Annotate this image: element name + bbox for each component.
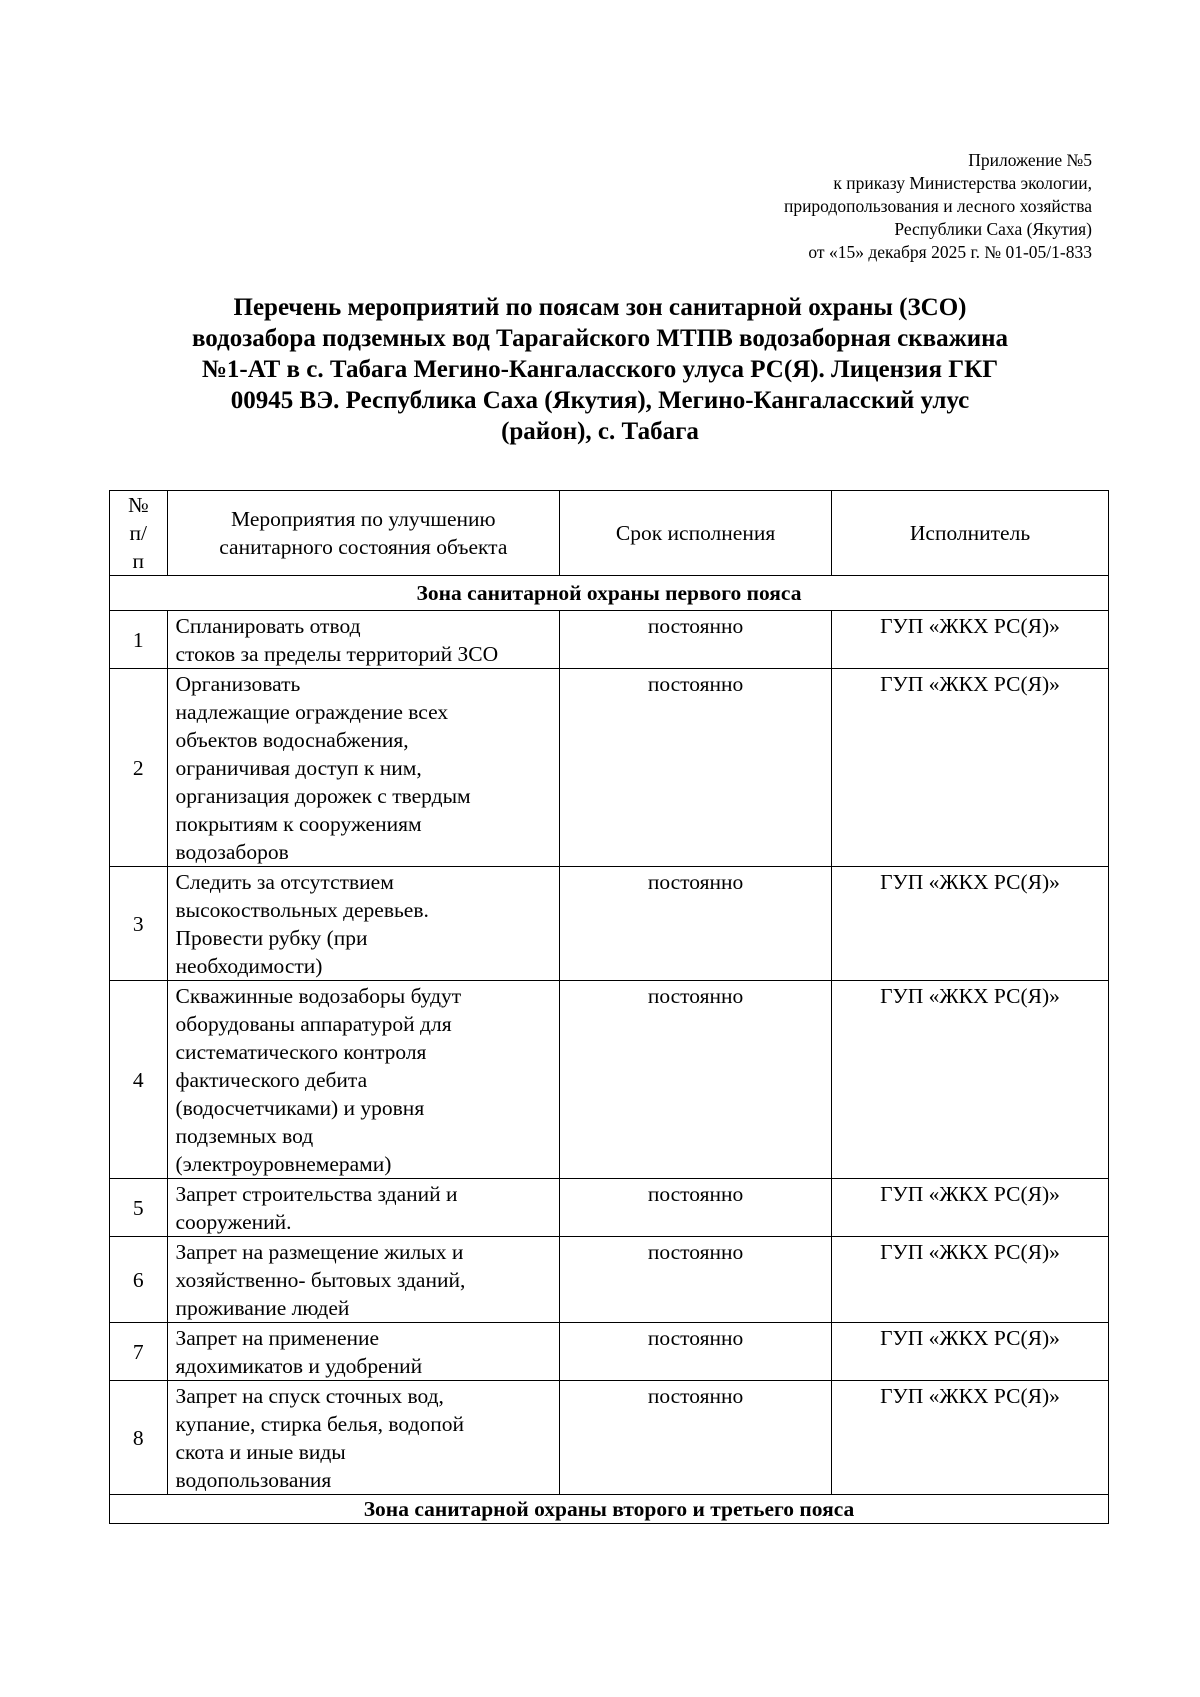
action-line: Скважинные водозаборы будут — [175, 984, 462, 1008]
action-line: водопользования — [175, 1468, 332, 1492]
action-line: купание, стирка белья, водопой — [175, 1412, 464, 1436]
row-number: 2 — [110, 669, 168, 867]
table-row — [110, 1179, 1109, 1237]
action-line: необходимости) — [175, 954, 323, 978]
row-term: постоянно — [560, 1179, 832, 1237]
action-line: Запрет на размещение жилых и — [175, 1240, 464, 1264]
table-header-row — [110, 491, 1109, 576]
row-number: 1 — [110, 611, 168, 669]
row-number: 6 — [110, 1237, 168, 1323]
row-number: 3 — [110, 867, 168, 981]
row-term: постоянно — [560, 867, 832, 981]
action-line: ядохимикатов и удобрений — [175, 1354, 423, 1378]
appendix-block — [784, 149, 1092, 264]
header-action: Мероприятия по улучшению санитарного состояния объекта — [167, 491, 560, 576]
action-line: Запрет на применение — [175, 1326, 380, 1350]
row-executor: ГУП «ЖКХ РС(Я)» — [832, 1179, 1109, 1237]
zone-label-second-third: Зона санитарной охраны второго и третьего пояса — [110, 1495, 1109, 1524]
row-action — [167, 1237, 560, 1323]
action-line: Провести рубку (при — [175, 926, 368, 950]
row-executor: ГУП «ЖКХ РС(Я)» — [832, 981, 1109, 1179]
action-line: оборудованы аппаратурой для — [175, 1012, 452, 1036]
row-term: постоянно — [560, 1381, 832, 1495]
title-line: (район), с. Табага — [501, 418, 699, 445]
action-line: водозаборов — [175, 840, 289, 864]
action-line: ограничивая доступ к ним, — [175, 756, 422, 780]
row-number: 8 — [110, 1381, 168, 1495]
action-line: высокоствольных деревьев. — [175, 898, 429, 922]
action-line: Запрет строительства зданий и — [175, 1182, 458, 1206]
row-number: 5 — [110, 1179, 168, 1237]
title-line: Перечень мероприятий по поясам зон санитарной охраны (ЗСО) — [233, 294, 967, 321]
row-executor: ГУП «ЖКХ РС(Я)» — [832, 867, 1109, 981]
row-number: 7 — [110, 1323, 168, 1381]
action-line: скота и иные виды — [175, 1440, 346, 1464]
row-term: постоянно — [560, 1237, 832, 1323]
appendix-line: Республики Саха (Якутия) — [894, 219, 1092, 239]
title-line: водозабора подземных вод Тарагайского МТПВ водозаборная скважина — [191, 325, 1009, 352]
title-line: 00945 ВЭ. Республика Саха (Якутия), Мегино-Кангаласский улус — [230, 387, 970, 414]
document-title — [100, 292, 1100, 447]
header-term: Срок исполнения — [560, 491, 832, 576]
row-action — [167, 611, 560, 669]
row-executor: ГУП «ЖКХ РС(Я)» — [832, 1381, 1109, 1495]
action-line: Спланировать отвод — [175, 614, 361, 638]
action-line: Следить за отсутствием — [175, 870, 394, 894]
title-line: №1-АТ в с. Табага Мегино-Кангаласского улуса РС(Я). Лицензия ГКГ — [201, 356, 999, 383]
row-term: постоянно — [560, 1323, 832, 1381]
table-row — [110, 611, 1109, 669]
action-line: организация дорожек с твердым — [175, 784, 471, 808]
appendix-line: к приказу Министерства экологии, — [833, 173, 1092, 193]
action-line: подземных вод — [175, 1124, 314, 1148]
action-line: проживание людей — [175, 1296, 350, 1320]
action-line: стоков за пределы территорий ЗСО — [175, 642, 499, 666]
action-line: надлежащие ограждение всех — [175, 700, 449, 724]
row-executor: ГУП «ЖКХ РС(Я)» — [832, 1323, 1109, 1381]
zone-row-second-third — [110, 1495, 1109, 1524]
action-line: фактического дебита — [175, 1068, 368, 1092]
row-term: постоянно — [560, 669, 832, 867]
action-line: Запрет на спуск сточных вод, — [175, 1384, 444, 1408]
appendix-line: от «15» декабря 2025 г. № 01-05/1-833 — [808, 242, 1092, 262]
action-line: сооружений. — [175, 1210, 292, 1234]
row-executor: ГУП «ЖКХ РС(Я)» — [832, 611, 1109, 669]
appendix-line: природопользования и лесного хозяйства — [783, 196, 1092, 216]
appendix-line: Приложение №5 — [968, 150, 1092, 170]
action-line: объектов водоснабжения, — [175, 728, 409, 752]
table-row — [110, 1381, 1109, 1495]
measures-table — [109, 490, 1109, 1524]
zone-label-first: Зона санитарной охраны первого пояса — [110, 576, 1109, 611]
row-action — [167, 1381, 560, 1495]
row-action — [167, 669, 560, 867]
row-term: постоянно — [560, 611, 832, 669]
row-number: 4 — [110, 981, 168, 1179]
row-action — [167, 1179, 560, 1237]
header-executor: Исполнитель — [832, 491, 1109, 576]
row-term: постоянно — [560, 981, 832, 1179]
table-row — [110, 669, 1109, 867]
zone-row-first — [110, 576, 1109, 611]
row-action — [167, 981, 560, 1179]
table-body — [110, 576, 1109, 1495]
row-action — [167, 1323, 560, 1381]
table-row — [110, 981, 1109, 1179]
table-row — [110, 1323, 1109, 1381]
row-executor: ГУП «ЖКХ РС(Я)» — [832, 669, 1109, 867]
action-line: хозяйственно- бытовых зданий, — [175, 1268, 466, 1292]
action-line: Организовать — [175, 672, 301, 696]
table-row — [110, 1237, 1109, 1323]
row-action — [167, 867, 560, 981]
action-line: (водосчетчиками) и уровня — [175, 1096, 425, 1120]
table-row — [110, 867, 1109, 981]
action-line: (электроуровнемерами) — [175, 1152, 392, 1176]
action-line: покрытиям к сооружениям — [175, 812, 422, 836]
action-line: систематического контроля — [175, 1040, 427, 1064]
row-executor: ГУП «ЖКХ РС(Я)» — [832, 1237, 1109, 1323]
header-num: № п/п — [110, 491, 168, 576]
